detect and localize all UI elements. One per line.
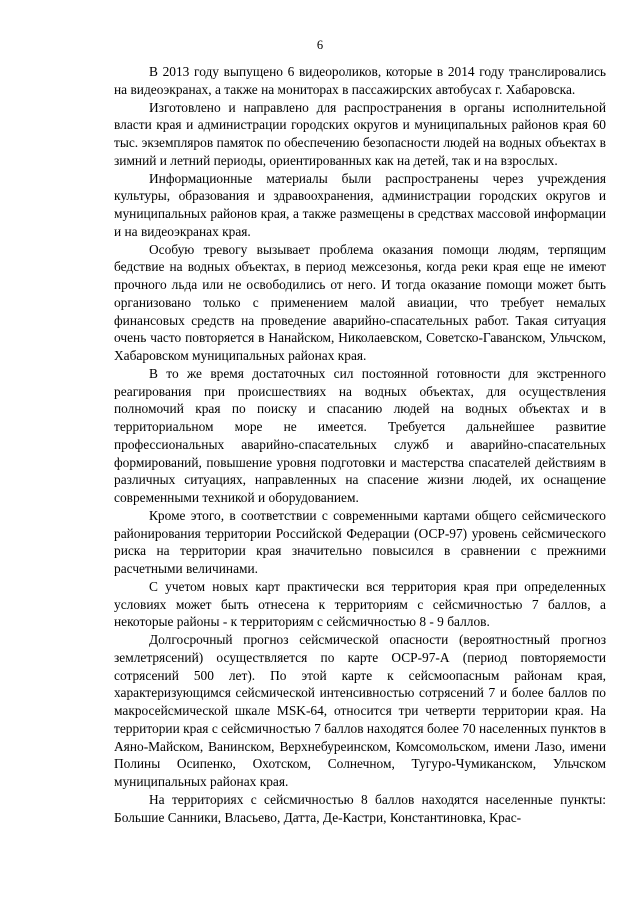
paragraph-seismic-territory: С учетом новых карт практически вся территория края при определенных условиях может быть отнесена к территориям с сейсмичностью 7 баллов, а некоторые районы - к территориям с сейсмичностью 8 - 9 баллов. bbox=[114, 578, 606, 630]
paragraph-leaflets: Изготовлено и направлено для распространения в органы исполнительной власти края и администрации городских округов и муниципальных районов края 60 тыс. экземпляров памяток по обеспечению безопасности людей на водных объектах в зимний и летний периоды, ориентированных как на детей, так и на взрослых. bbox=[114, 99, 606, 168]
paragraph-seismic-8-points: На территориях с сейсмичностью 8 баллов находятся населенные пункты: Большие Санники, Власьево, Датта, Де-Кастри, Константиновка, Крас- bbox=[114, 791, 606, 825]
paragraph-rescue-forces: В то же время достаточных сил постоянной готовности для экстренного реагирования при происшествиях на водных объектах, для осуществления полномочий края по поиску и спасанию людей на водных объектах и в территориальном море не имеется. Требуется дальнейшее развитие профессиональных аварийно-спасательных служб и аварийно-спасательных формирований, повышение уровня подготовки и мастерства спасателей действиям в различных ситуациях, направленных на спасение жизни людей, их оснащение современными техникой и оборудованием. bbox=[114, 365, 606, 505]
paragraph-info-materials: Информационные материалы были распространены через учреждения культуры, образования и здравоохранения, администрации городских округов и муниципальных районов края, а также размещены в средствах массовой информации и на видеоэкранах края. bbox=[114, 170, 606, 239]
body-text bbox=[114, 63, 606, 826]
paragraph-rescue-problem: Особую тревогу вызывает проблема оказания помощи людям, терпящим бедствие на водных объектах, в период межсезонья, когда реки края еще не имеют прочного льда или не освободились от него. И тогда оказание помощи может быть организовано только с применением малой авиации, что требует немалых финансовых средств на проведение аварийно-спасательных работ. Такая ситуация очень часто повторяется в Нанайском, Николаевском, Советско-Гаванском, Ульчском, Хабаровском муниципальных районах края. bbox=[114, 241, 606, 363]
paragraph-seismic-forecast: Долгосрочный прогноз сейсмической опасности (вероятностный прогноз землетрясений) осуществляется по карте ОСР-97-А (период повторяемости сотрясений 500 лет). По этой карте к сейсмоопасным районам края, характеризующимся сейсмической интенсивностью сотрясений 7 и более баллов по макросейсмической шкале MSK-64, относится три четверти территории края. На территории края с сейсмичностью 7 баллов находятся более 70 населенных пунктов в Аяно-Майском, Ванинском, Верхнебуреинском, Комсомольском, имени Лазо, имени Полины Осипенко, Охотском, Солнечном, Тугуро-Чумиканском, Ульчском муниципальных районах края. bbox=[114, 632, 606, 789]
page-number: 6 bbox=[316, 38, 324, 52]
paragraph-videos: В 2013 году выпущено 6 видеороликов, которые в 2014 году транслировались на видеоэкранах, а также на мониторах в пассажирских автобусах г. Хабаровска. bbox=[114, 64, 606, 97]
paragraph-seismic-maps: Кроме этого, в соответствии с современными картами общего сейсмического районирования территории Российской Федерации (ОСР-97) уровень сейсмического риска на территории края значительно повысился в сравнении с прежними расчетными величинами. bbox=[114, 507, 606, 576]
